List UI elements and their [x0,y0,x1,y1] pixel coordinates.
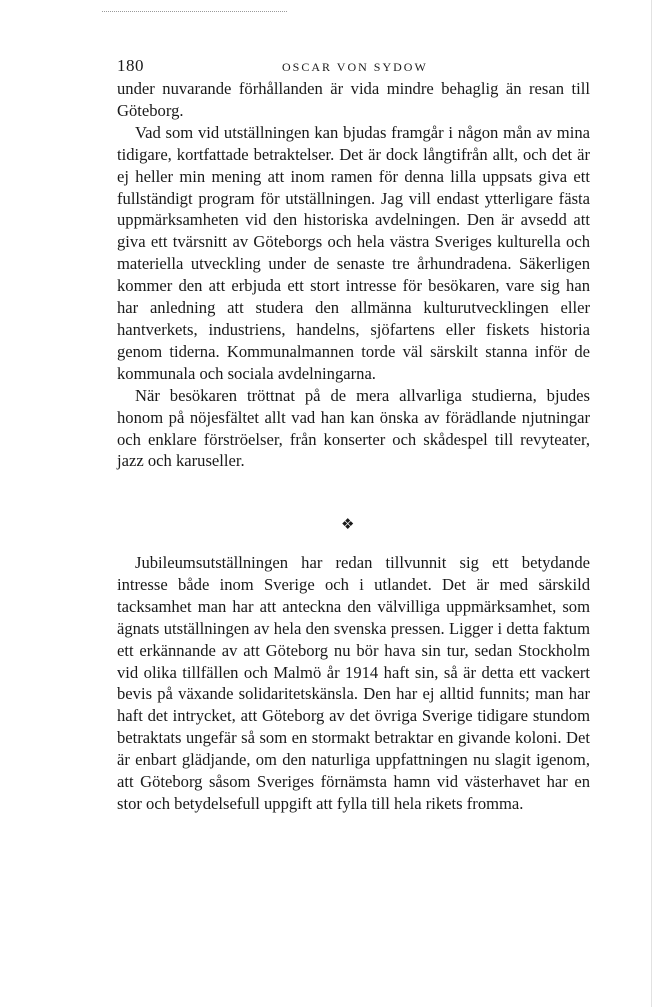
paragraph-continuation: under nuvarande förhållanden är vida mindre behaglig än resan till Göteborg. [117,79,590,120]
body-text-section-1 [117,78,590,472]
paragraph-exhibition-contents: Vad som vid utställningen kan bjudas framgår i någon mån av mina tidigare, kortfattade betraktelser. Det är dock långtifrån allt, och det är ej heller min mening att inom ramen för denna lilla uppsats giva ett fullständigt program för utställningen. Jag vill endast ytterligare fästa uppmärksamheten vid den historiska avdelningen. Den är avsedd att giva ett tvärsnitt av Göteborgs och hela västra Sveriges kulturella och materiella utveckling under de senaste tre århundradena. Säkerligen kommer den att erbjuda ett stort intresse för besökaren, vare sig han har anledning att studera den allmänna kulturutvecklingen eller hantverkets, industriens, handelns, sjöfartens eller fiskets historia genom tiderna. Kommunalmannen torde väl särskilt stanna inför de kommunala och sociala avdelningarna. [117,122,590,383]
page-number: 180 [117,56,144,75]
page-right-edge [651,0,652,1007]
body-text-section-2 [117,552,590,815]
paragraph-jubilee-interest: Jubileumsutställningen har redan tillvunnit sig ett betydande intresse både inom Sverige och i utlandet. Det är med särskild tacksamhet man har att anteckna den välvilliga uppmärksamhet, som ägnats utställningen av hela den svenska pressen. Ligger i detta faktum ett erkännande av att Göteborg nu bör hava sin tur, sedan Stockholm vid olika tillfällen och Malmö år 1914 haft sin, så är detta ett vackert bevis på växande solidaritetskänsla. Den har ej alltid funnits; man har haft det intrycket, att Göteborg av det övriga Sverige tidigare stundom betraktats ungefär så som en stormakt betraktar en givande koloni. Det är enbart glädjande, om den naturliga uppfattningen nu slagit igenom, att Göteborg såsom Sveriges förnämsta hamn vid västerhavet har en stor och betydelsefull uppgift att fylla till hela rikets fromma. [117,553,590,813]
running-title: OSCAR VON SYDOW [282,60,428,74]
fleuron-icon: ❖ [341,515,355,533]
paragraph-amusement-park: När besökaren tröttnat på de mera allvarliga studierna, bjudes honom på nöjesfältet allt vad han kan önska av förädlande njutningar och enklare förströelser, från konserter och skådespel till revyteater, jazz och karuseller. [117,385,590,471]
scan-edge-rule [102,11,287,12]
running-head [117,56,590,80]
